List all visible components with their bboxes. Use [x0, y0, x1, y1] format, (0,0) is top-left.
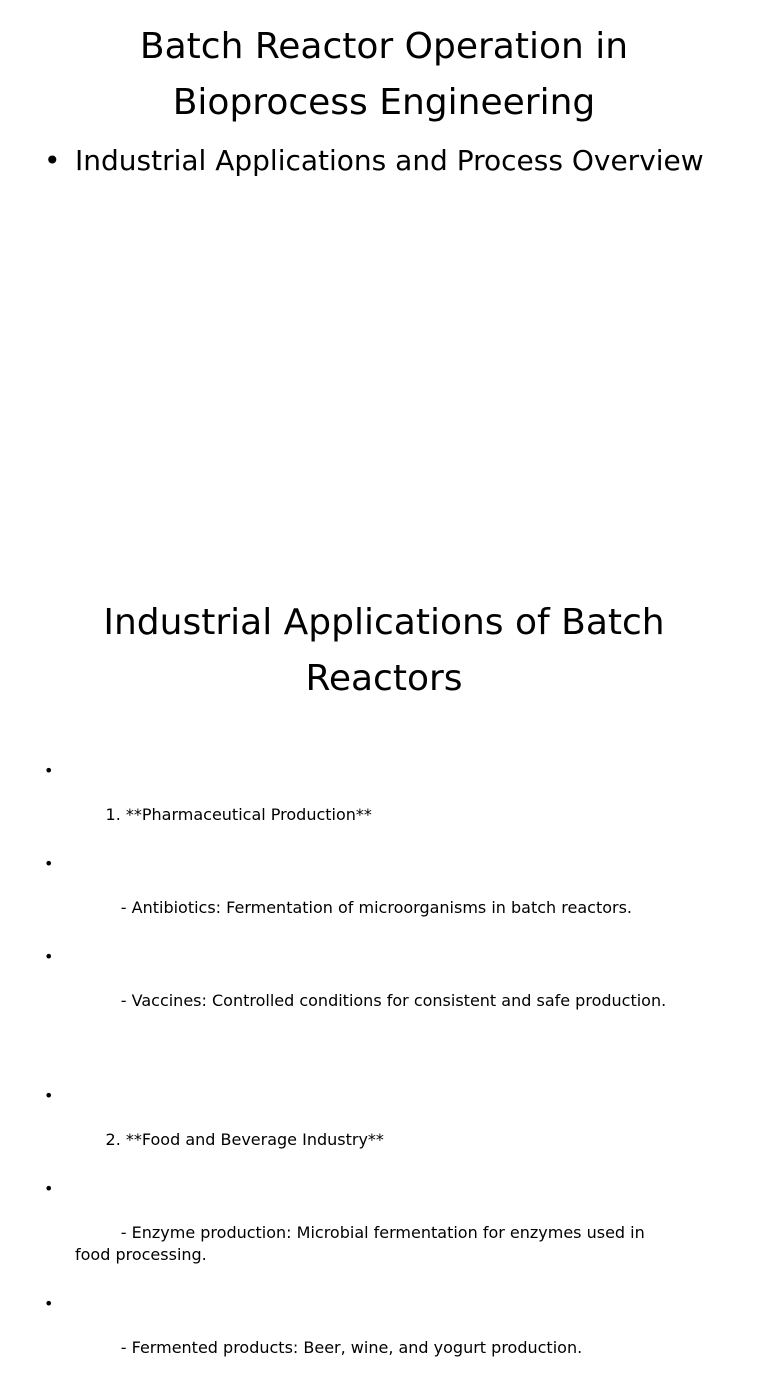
bullet-dot: •	[44, 761, 54, 780]
bullet-dot: •	[44, 1294, 54, 1313]
bullet-text: 2. **Food and Beverage Industry**	[105, 1130, 384, 1149]
list-item	[44, 853, 684, 941]
bullet-text: 1. **Pharmaceutical Production**	[105, 805, 372, 824]
slide-1	[0, 0, 768, 576]
list-item	[44, 1178, 684, 1288]
bullet-dot: •	[44, 144, 61, 177]
bullet-dot: •	[44, 1179, 54, 1198]
slide-title: Batch Reactor Operation in Bioprocess Engineering	[139, 26, 629, 123]
list-item	[44, 1085, 684, 1173]
slide-title: Industrial Applications of Batch Reactors	[103, 602, 665, 699]
list-item	[44, 1293, 684, 1381]
bullet-text: Industrial Applications and Process Overview	[75, 144, 704, 177]
bullet-dot: •	[44, 947, 54, 966]
bullet-text: - Enzyme production: Microbial fermentation for enzymes used in food processing.	[75, 1223, 650, 1264]
slide-2	[0, 576, 768, 1357]
bullet-text: - Vaccines: Controlled conditions for consistent and safe production.	[105, 991, 667, 1010]
bullet-dot: •	[44, 1086, 54, 1105]
bullet-list	[44, 141, 734, 181]
bullet-list	[44, 760, 684, 1386]
bullet-dot: •	[44, 854, 54, 873]
list-item	[44, 141, 734, 181]
list-item	[44, 760, 684, 848]
bullet-text: - Fermented products: Beer, wine, and yogurt production.	[105, 1338, 583, 1357]
bullet-text: - Antibiotics: Fermentation of microorganisms in batch reactors.	[105, 898, 632, 917]
list-item	[44, 946, 684, 1034]
